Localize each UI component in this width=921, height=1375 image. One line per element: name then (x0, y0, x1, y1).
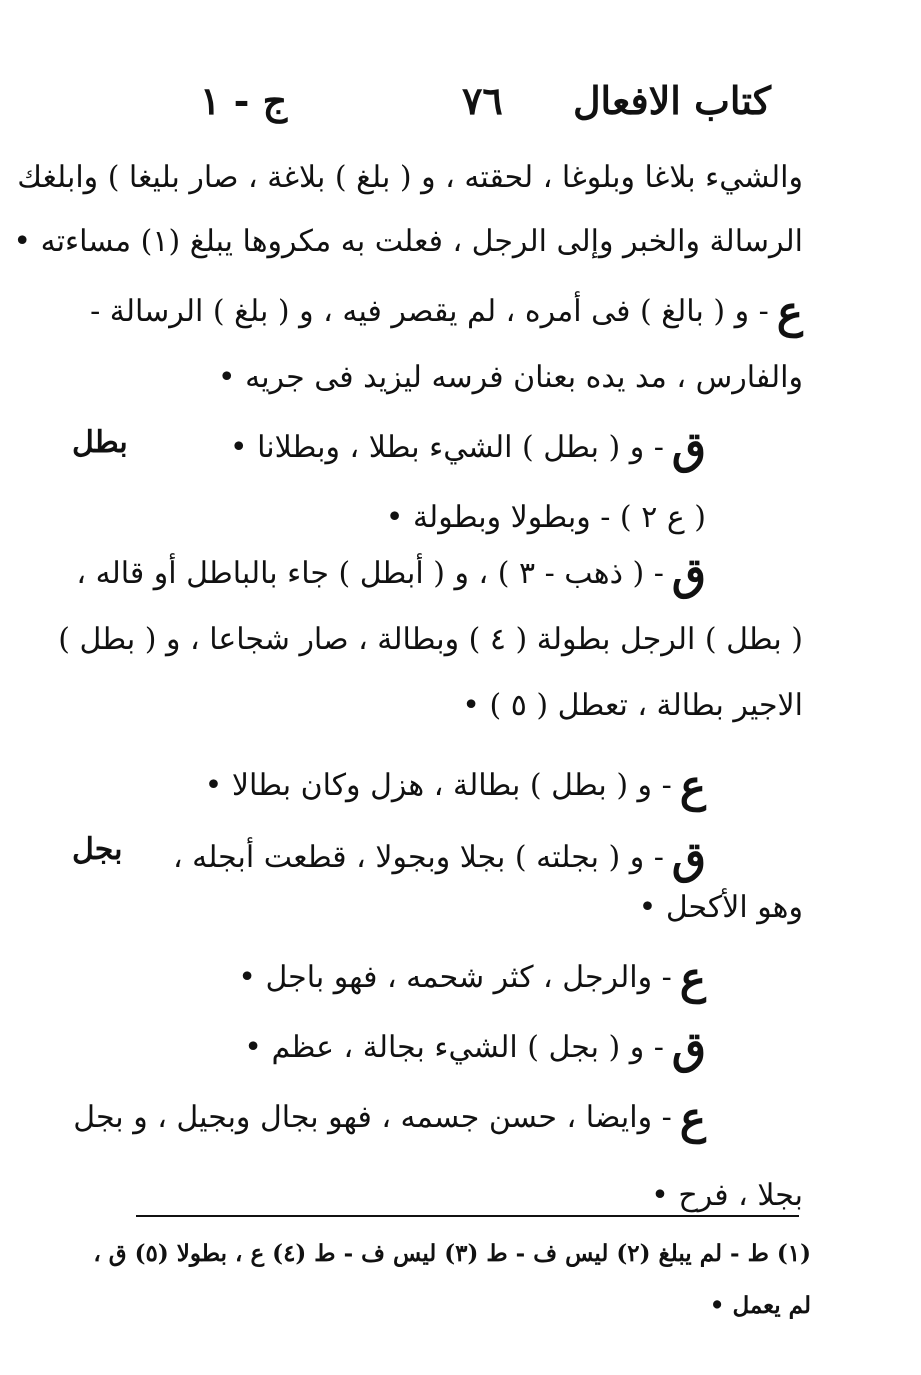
source-marker: ع (776, 287, 803, 338)
source-marker: ع (679, 953, 706, 1004)
line-text: بجلا ، فرح • (651, 1178, 803, 1213)
line-text: الرسالة والخبر وإلى الرجل ، فعلت به مكروها يبلغ (١) مساءته • (13, 224, 803, 259)
text-line (229, 423, 706, 474)
text-line (13, 222, 803, 262)
line-text: والشيء بلاغا وبلوغا ، لحقته ، و ( بلغ ) بلاغة ، صار بليغا ) وابلغك (17, 160, 803, 195)
footnote-line: لم يعمل • (709, 1292, 811, 1319)
margin-root-1: بطل (72, 425, 128, 460)
margin-root-2: بجل (72, 832, 123, 867)
line-text: - ( ذهب - ٣ ) ، و ( أبطل ) جاء بالباطل أو قاله ، (76, 556, 664, 591)
text-line (73, 1093, 706, 1144)
page-number: ٧٦ (462, 78, 503, 123)
line-text: والفارس ، مد يده بعنان فرسه ليزيد فى جريه • (217, 360, 803, 395)
text-line (639, 888, 803, 928)
footnote-divider (136, 1215, 799, 1217)
footnote-line: (١) ط - لم يبلغ (٢) ليس ف - ط (٣) ليس ف - ط (٤) ع ، بطولا (٥) ق ، (93, 1240, 811, 1267)
source-marker: ق (671, 833, 706, 884)
line-text: - و ( بجلته ) بجلا وبجولا ، قطعت أبجله ، (172, 840, 664, 875)
text-line (172, 833, 706, 884)
text-line (238, 953, 706, 1004)
line-text: - وايضا ، حسن جسمه ، فهو بجال وبجيل ، و بجل (73, 1100, 672, 1135)
text-line (244, 1023, 706, 1074)
text-line (651, 1176, 803, 1216)
source-marker: ع (679, 761, 706, 812)
volume-label: ج - ١ (200, 78, 288, 123)
line-text: وهو الأكحل • (638, 890, 803, 925)
line-text: الاجير بطالة ، تعطل ( ٥ ) • (462, 688, 803, 723)
text-line (462, 686, 803, 726)
line-text: ( بطل ) الرجل بطولة ( ٤ ) وبطالة ، صار شجاعا ، و ( بطل ) (58, 622, 803, 657)
line-text: - و ( بجل ) الشيء بجالة ، عظم • (244, 1030, 664, 1065)
text-line (386, 498, 706, 538)
source-marker: ق (671, 549, 706, 600)
text-line (76, 549, 706, 600)
source-marker: ق (671, 1023, 706, 1074)
text-line (58, 620, 803, 660)
line-text: - و ( بطل ) بطالة ، هزل وكان بطالا • (204, 768, 672, 803)
line-text: - والرجل ، كثر شحمه ، فهو باجل • (238, 960, 672, 995)
text-line (204, 761, 706, 812)
line-text: - و ( بالغ ) فى أمره ، لم يقصر فيه ، و ( بلغ ) الرسالة - (90, 294, 769, 329)
text-line (218, 358, 803, 398)
book-title: كتاب الافعال (572, 78, 771, 123)
line-text: ( ع ٢ ) - وبطولا وبطولة • (385, 500, 706, 535)
source-marker: ع (679, 1093, 706, 1144)
text-line (17, 158, 803, 198)
source-marker: ق (671, 423, 706, 474)
line-text: - و ( بطل ) الشيء بطلا ، وبطلانا • (229, 430, 664, 465)
text-line (90, 287, 803, 338)
